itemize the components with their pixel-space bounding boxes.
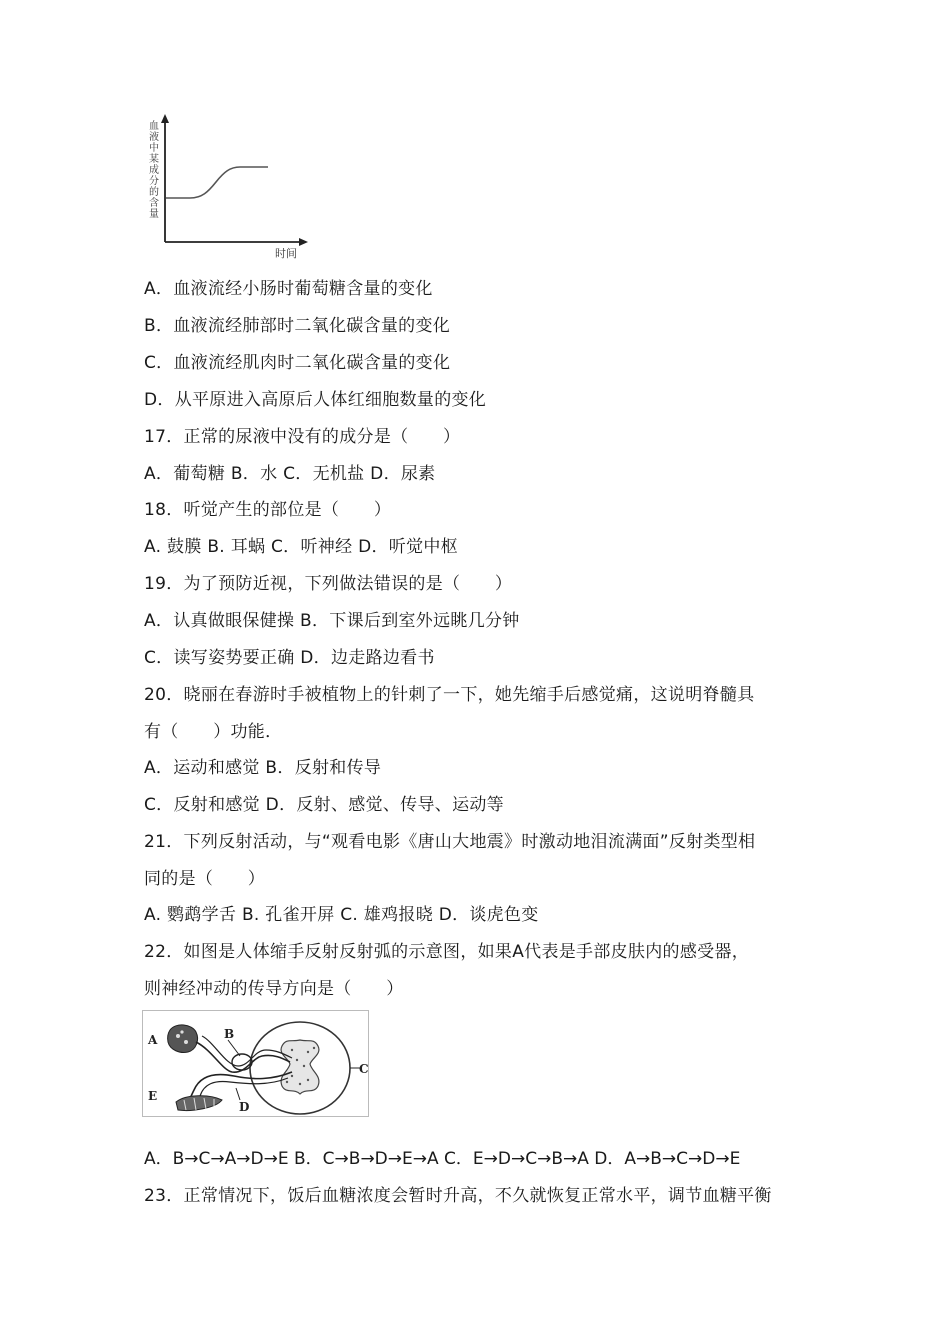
q22-options: A．B→C→A→D→E B．C→B→D→E→A C．E→D→C→B→A D．A→B→C→D→E [144, 1149, 741, 1169]
content-change-graph [140, 112, 310, 260]
q16-option-a: A．血液流经小肠时葡萄糖含量的变化 [144, 279, 433, 299]
y-axis-arrow [161, 114, 169, 123]
ganglion [232, 1054, 252, 1070]
q20-stem-2: 有（ ）功能． [144, 722, 283, 742]
q21-options: A. 鹦鹉学舌 B. 孔雀开屏 C. 雄鸡报晓 D．谈虎色变 [144, 905, 539, 925]
q16-option-c: C．血液流经肌肉时二氧化碳含量的变化 [144, 353, 451, 373]
q19-options-1: A．认真做眼保健操 B．下课后到室外远眺几分钟 [144, 611, 520, 631]
q22-stem-2: 则神经冲动的传导方向是（ ） [144, 979, 404, 999]
reflex-arc-diagram [142, 1010, 372, 1120]
q18-options: A. 鼓膜 B. 耳蜗 C．听神经 D．听觉中枢 [144, 537, 458, 557]
q18-stem: 18．听觉产生的部位是（ ） [144, 500, 392, 520]
q17-stem: 17．正常的尿液中没有的成分是（ ） [144, 427, 461, 447]
q19-stem: 19．为了预防近视，下列做法错误的是（ ） [144, 574, 513, 594]
q21-stem-2: 同的是（ ） [144, 869, 266, 889]
q20-stem-1: 20．晓丽在春游时手被植物上的针刺了一下，她先缩手后感觉痛，这说明脊髓具 [144, 685, 755, 705]
q21-stem-1: 21．下列反射活动，与“观看电影《唐山大地震》时激动地泪流满面”反射类型相 [144, 832, 756, 852]
q16-option-d: D．从平原进入高原后人体红细胞数量的变化 [144, 390, 487, 410]
label-e: E [148, 1089, 158, 1103]
q23-stem-1: 23．正常情况下，饭后血糖浓度会暂时升高，不久就恢复正常水平，调节血糖平衡 [144, 1186, 772, 1206]
graph-xlabel: 时间 [275, 247, 297, 260]
label-c: C [359, 1062, 369, 1076]
receptor-skin [168, 1025, 198, 1053]
label-b: B [224, 1027, 235, 1041]
q17-options: A．葡萄糖 B．水 C．无机盐 D．尿素 [144, 464, 436, 484]
q16-option-b: B．血液流经肺部时二氧化碳含量的变化 [144, 316, 451, 336]
effector-muscle [176, 1096, 222, 1111]
label-a: A [148, 1033, 158, 1047]
x-axis-arrow [299, 238, 308, 246]
graph-ylabel: 血液中某成分的含量 [146, 120, 158, 219]
graph-curve [166, 167, 268, 198]
q20-options-1: A．运动和感觉 B．反射和传导 [144, 758, 382, 778]
q19-options-2: C．读写姿势要正确 D．边走路边看书 [144, 648, 435, 668]
q20-options-2: C．反射和感觉 D．反射、感觉、传导、运动等 [144, 795, 504, 815]
label-d: D [239, 1100, 250, 1114]
q22-stem-1: 22．如图是人体缩手反射反射弧的示意图，如果A代表是手部皮肤内的感受器， [144, 942, 750, 962]
sensory-nerve [196, 1042, 290, 1072]
